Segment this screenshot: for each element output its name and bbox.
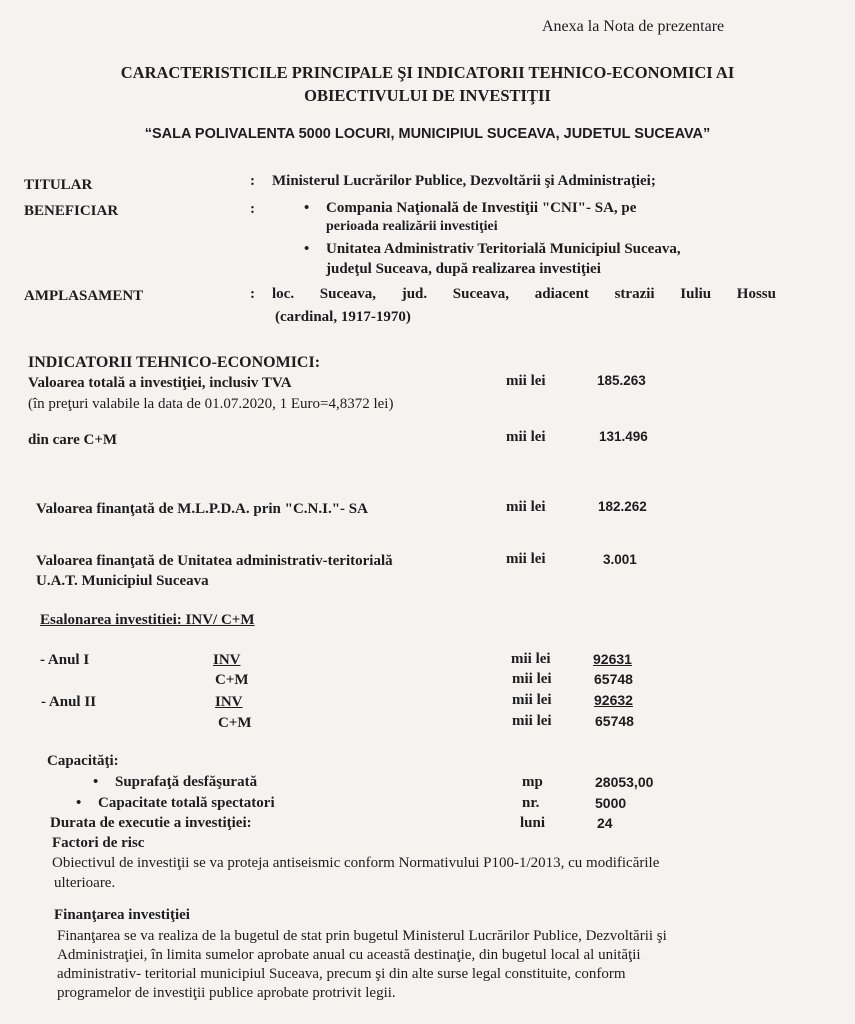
- esalonare-type-3: INV: [215, 694, 243, 710]
- uat-funding-amount: 3.001: [603, 552, 637, 567]
- esalonare-unit-4: mii lei: [512, 713, 552, 729]
- capacitate-suprafata-unit: mp: [522, 774, 543, 790]
- esalonare-value-1: 92631: [593, 651, 632, 667]
- esalonare-heading: Esalonarea investitiei: INV/ C+M: [40, 612, 255, 628]
- beneficiar-item-uat-cont: judeţul Suceava, după realizarea investiţiei: [326, 261, 601, 277]
- esalonare-value-2: 65748: [594, 671, 633, 687]
- durata-label: Durata de executie a investiţiei:: [50, 815, 252, 831]
- esalonare-value-3: 92632: [594, 692, 633, 708]
- titular-label: TITULAR: [24, 177, 93, 193]
- beneficiar-item-uat: • Unitatea Administrativ Teritorială Municipiul Suceava,: [326, 241, 681, 258]
- beneficiar-separator: :: [250, 201, 255, 217]
- titular-separator: :: [250, 173, 255, 189]
- uat-funding-unit: mii lei: [506, 551, 546, 567]
- esalonare-unit-2: mii lei: [512, 671, 552, 687]
- esalonare-type-4: C+M: [218, 715, 252, 731]
- capacitate-suprafata-label: • Suprafaţă desfăşurată: [115, 774, 257, 791]
- finantare-text-line1: Finanţarea se va realiza de la bugetul de stat prin bugetul Ministerul Lucrărilor Publice, Dezvoltării şi: [57, 928, 667, 944]
- indicatori-heading: INDICATORII TEHNICO-ECONOMICI:: [28, 354, 321, 371]
- capacitate-suprafata-value: 28053,00: [595, 774, 654, 790]
- durata-value: 24: [597, 815, 613, 831]
- finantare-heading: Finanţarea investiţiei: [54, 907, 190, 923]
- capacitate-spectatori-unit: nr.: [522, 795, 540, 811]
- finantare-text-line2: Administraţiei, în limita sumelor aprobate anual cu această destinaţie, din bugetul local al unităţii: [57, 947, 641, 963]
- esalonare-type-2: C+M: [215, 672, 249, 688]
- durata-unit: luni: [520, 815, 546, 831]
- esalonare-year-3: - Anul II: [41, 694, 97, 710]
- esalonare-unit-1: mii lei: [511, 651, 551, 667]
- amplasament-value: loc. Suceava, jud. Suceava, adiacent strazii Iuliu Hossu: [272, 286, 776, 302]
- total-value-note: (în preţuri valabile la data de 01.07.2020, 1 Euro=4,8372 lei): [28, 396, 394, 412]
- titular-value: Ministerul Lucrărilor Publice, Dezvoltării şi Administraţiei;: [272, 173, 656, 189]
- amplasament-value-cont: (cardinal, 1917-1970): [275, 309, 411, 325]
- mlpda-funding-amount: 182.262: [598, 499, 647, 514]
- esalonare-year-1: - Anul I: [40, 652, 90, 668]
- capacitati-heading: Capacităţi:: [47, 753, 119, 769]
- factori-risc-heading: Factori de risc: [52, 835, 145, 851]
- cm-amount: 131.496: [599, 429, 648, 444]
- project-name: “SALA POLIVALENTA 5000 LOCURI, MUNICIPIUL SUCEAVA, JUDETUL SUCEAVA”: [144, 126, 711, 142]
- amplasament-label: AMPLASAMENT: [24, 288, 144, 304]
- cm-unit: mii lei: [506, 429, 546, 445]
- beneficiar-label: BENEFICIAR: [24, 203, 119, 219]
- factori-risc-text-cont: ulterioare.: [54, 875, 116, 891]
- annex-label: Anexa la Nota de prezentare: [542, 18, 725, 35]
- amplasament-separator: :: [250, 286, 255, 302]
- uat-funding-label: Valoarea finanţată de Unitatea administrativ-teritorială: [36, 553, 393, 569]
- capacitate-spectatori-value: 5000: [595, 795, 627, 811]
- document-title-line1: CARACTERISTICILE PRINCIPALE ŞI INDICATORII TEHNICO-ECONOMICI AI: [120, 63, 735, 82]
- cm-label: din care C+M: [28, 432, 118, 448]
- uat-funding-label-cont: U.A.T. Municipiul Suceava: [36, 573, 209, 589]
- total-value-amount: 185.263: [597, 373, 646, 388]
- total-value-label: Valoarea totală a investiţiei, inclusiv TVA: [28, 375, 292, 391]
- esalonare-unit-3: mii lei: [512, 692, 552, 708]
- beneficiar-item-cni-cont: perioada realizării investiţiei: [326, 219, 498, 234]
- capacitate-spectatori-label: • Capacitate totală spectatori: [98, 795, 275, 812]
- document-title-line2: OBIECTIVULUI DE INVESTIŢII: [304, 86, 551, 105]
- mlpda-funding-label: Valoarea finanţată de M.L.P.D.A. prin "C.N.I."- SA: [36, 501, 368, 517]
- esalonare-type-1: INV: [213, 652, 241, 668]
- mlpda-funding-unit: mii lei: [506, 499, 546, 515]
- finantare-text-line3: administrativ- teritorial municipiul Suceava, precum şi din alte surse legal constituite, conform: [57, 966, 626, 982]
- esalonare-value-4: 65748: [595, 713, 634, 729]
- factori-risc-text: Obiectivul de investiţii se va proteja antiseismic conform Normativului P100-1/2013, cu modificările: [52, 855, 660, 871]
- total-value-unit: mii lei: [506, 373, 546, 389]
- finantare-text-line4: programelor de investiţii publice aprobate protrivit legii.: [57, 985, 396, 1001]
- beneficiar-item-cni: • Compania Naţională de Investiţii "CNI"- SA, pe: [326, 200, 636, 217]
